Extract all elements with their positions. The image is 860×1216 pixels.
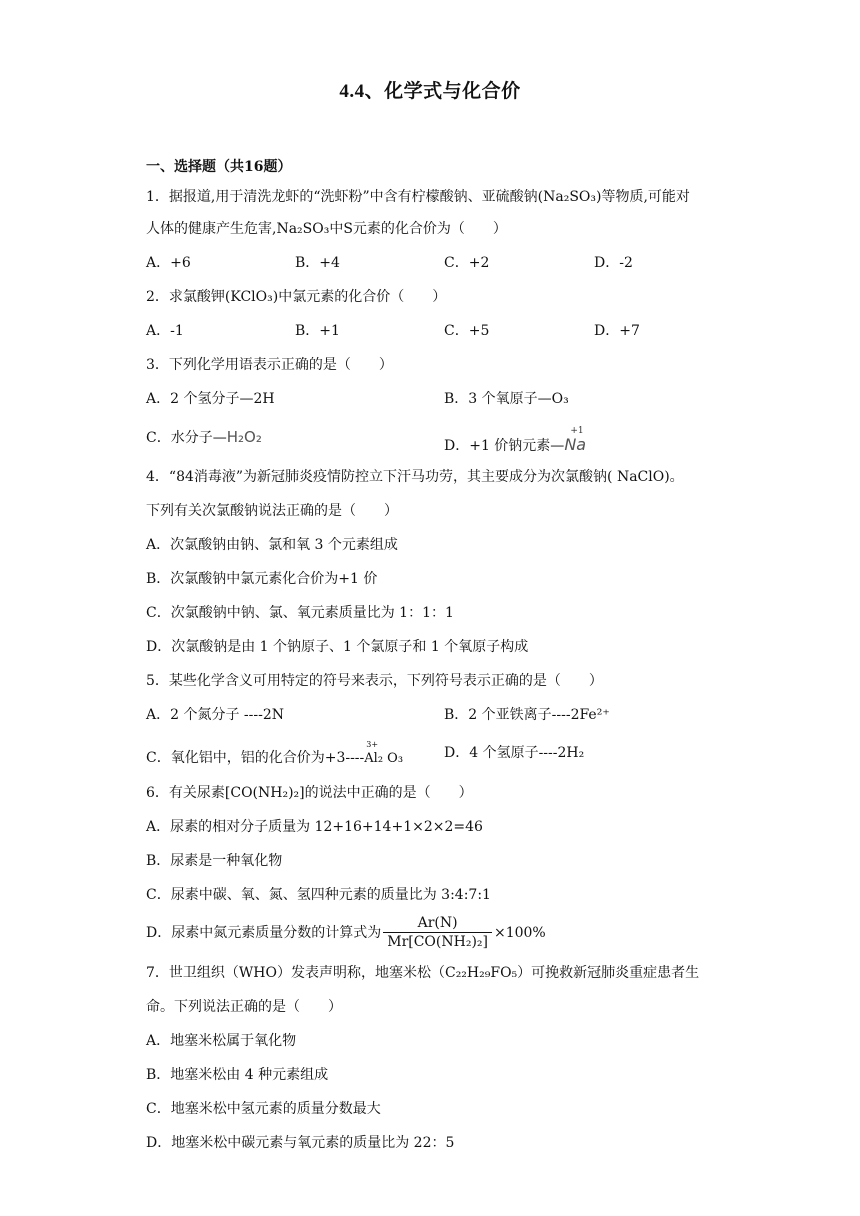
q6-stem: 6．有关尿素[CO(NH₂)₂]的说法中正确的是（ ） (146, 785, 473, 801)
q3-option-c-text: C．水分子— (146, 430, 227, 446)
q6-option-b[interactable]: B．尿素是一种氧化物 (146, 853, 283, 869)
q2-option-b[interactable]: B．+1 (295, 323, 340, 339)
q3-stem: 3．下列化学用语表示正确的是（ ） (146, 357, 393, 373)
page-title: 4.4、化学式与化合价 (339, 81, 521, 102)
q2-stem: 2．求氯酸钾(KClO₃)中氯元素的化合价（ ） (146, 289, 447, 305)
q1-option-a[interactable]: A．+6 (146, 255, 191, 271)
q4-option-c[interactable]: C．次氯酸钠中钠、氯、氧元素质量比为 1：1：1 (146, 605, 454, 621)
q3-option-b[interactable]: B．3 个氧原子—O₃ (444, 391, 569, 407)
q6-option-d-text: D．尿素中氮元素质量分数的计算式为 (146, 925, 382, 941)
na-valence-image (564, 428, 586, 455)
q6-option-c[interactable]: C．尿素中碳、氧、氮、氢四种元素的质量比为 3:4:7:1 (146, 887, 491, 903)
al2o3-formula: Al₂ O₃ (364, 751, 404, 766)
q5-option-c-text: C．氧化铝中，铝的化合价为+3---- (146, 750, 365, 766)
fraction-numerator: Ar(N) (417, 915, 458, 931)
q7-stem-line2: 命。下列说法正确的是（ ） (146, 999, 342, 1015)
q1-stem-line1: 1．据报道,用于清洗龙虾的“洗虾粉”中含有柠檬酸钠、亚硫酸钠(Na₂SO₃)等物质,可能对 (146, 189, 690, 205)
q7-option-d[interactable]: D．地塞米松中碳元素与氧元素的质量比为 22：5 (146, 1135, 455, 1151)
q4-stem-line1: 4．“84消毒液”为新冠肺炎疫情防控立下汗马功劳，其主要成分为次氯酸钠( NaClO)。 (146, 469, 684, 485)
q1-stem-line2: 人体的健康产生危害,Na₂SO₃中S元素的化合价为（ ） (146, 221, 507, 237)
q1-option-c[interactable]: C．+2 (444, 255, 490, 271)
q5-stem: 5．某些化学含义可用特定的符号来表示，下列符号表示正确的是（ ） (146, 673, 603, 689)
h2o2-formula-image: H₂O₂ (226, 428, 262, 446)
q2-option-d[interactable]: D．+7 (594, 323, 640, 339)
q4-option-b[interactable]: B．次氯酸钠中氯元素化合价为+1 价 (146, 571, 378, 587)
section-heading: 一、选择题（共16题） (146, 159, 292, 175)
fraction-denominator: Mr[CO(NH₂)₂] (383, 932, 492, 951)
q4-option-d[interactable]: D．次氯酸钠是由 1 个钠原子、1 个氯原子和 1 个氧原子构成 (146, 639, 529, 655)
q2-option-a[interactable]: A．-1 (146, 323, 184, 339)
q6-option-d[interactable] (146, 913, 546, 953)
q1-option-d[interactable]: D．-2 (594, 255, 633, 271)
q5-option-a[interactable]: A．2 个氮分子 ----2N (146, 707, 284, 723)
q4-option-a[interactable]: A．次氯酸钠由钠、氯和氧 3 个元素组成 (146, 537, 398, 553)
q3-option-d-text: D．+1 价钠元素— (444, 438, 565, 454)
q5-option-c[interactable] (146, 740, 404, 768)
q5-option-d[interactable]: D．4 个氢原子----2H₂ (444, 745, 585, 761)
q2-option-c[interactable]: C．+5 (444, 323, 490, 339)
fraction-suffix: ×100% (493, 925, 546, 941)
mass-fraction-formula (383, 915, 492, 951)
q7-option-a[interactable]: A．地塞米松属于氧化物 (146, 1033, 297, 1049)
q4-stem-line2: 下列有关次氯酸钠说法正确的是（ ） (146, 503, 398, 519)
q3-option-c[interactable] (146, 428, 262, 447)
al2o3-valence-image (364, 740, 404, 768)
q7-option-c[interactable]: C．地塞米松中氢元素的质量分数最大 (146, 1101, 381, 1117)
na-symbol: Na (564, 435, 587, 454)
na-valence-charge: +1 (570, 426, 584, 436)
q3-option-d[interactable] (444, 428, 586, 455)
q6-option-a[interactable]: A．尿素的相对分子质量为 12+16+14+1×2×2=46 (146, 819, 483, 835)
q7-option-b[interactable]: B．地塞米松由 4 种元素组成 (146, 1067, 329, 1083)
q5-option-b[interactable]: B．2 个亚铁离子----2Fe²⁺ (444, 707, 610, 723)
q1-option-b[interactable]: B．+4 (295, 255, 340, 271)
al-valence-charge: 3+ (366, 740, 379, 749)
q3-option-a[interactable]: A．2 个氢分子—2H (146, 391, 275, 407)
q7-stem-line1: 7．世卫组织（WHO）发表声明称，地塞米松（C₂₂H₂₉FO₅）可挽救新冠肺炎重症患者生 (146, 965, 700, 981)
